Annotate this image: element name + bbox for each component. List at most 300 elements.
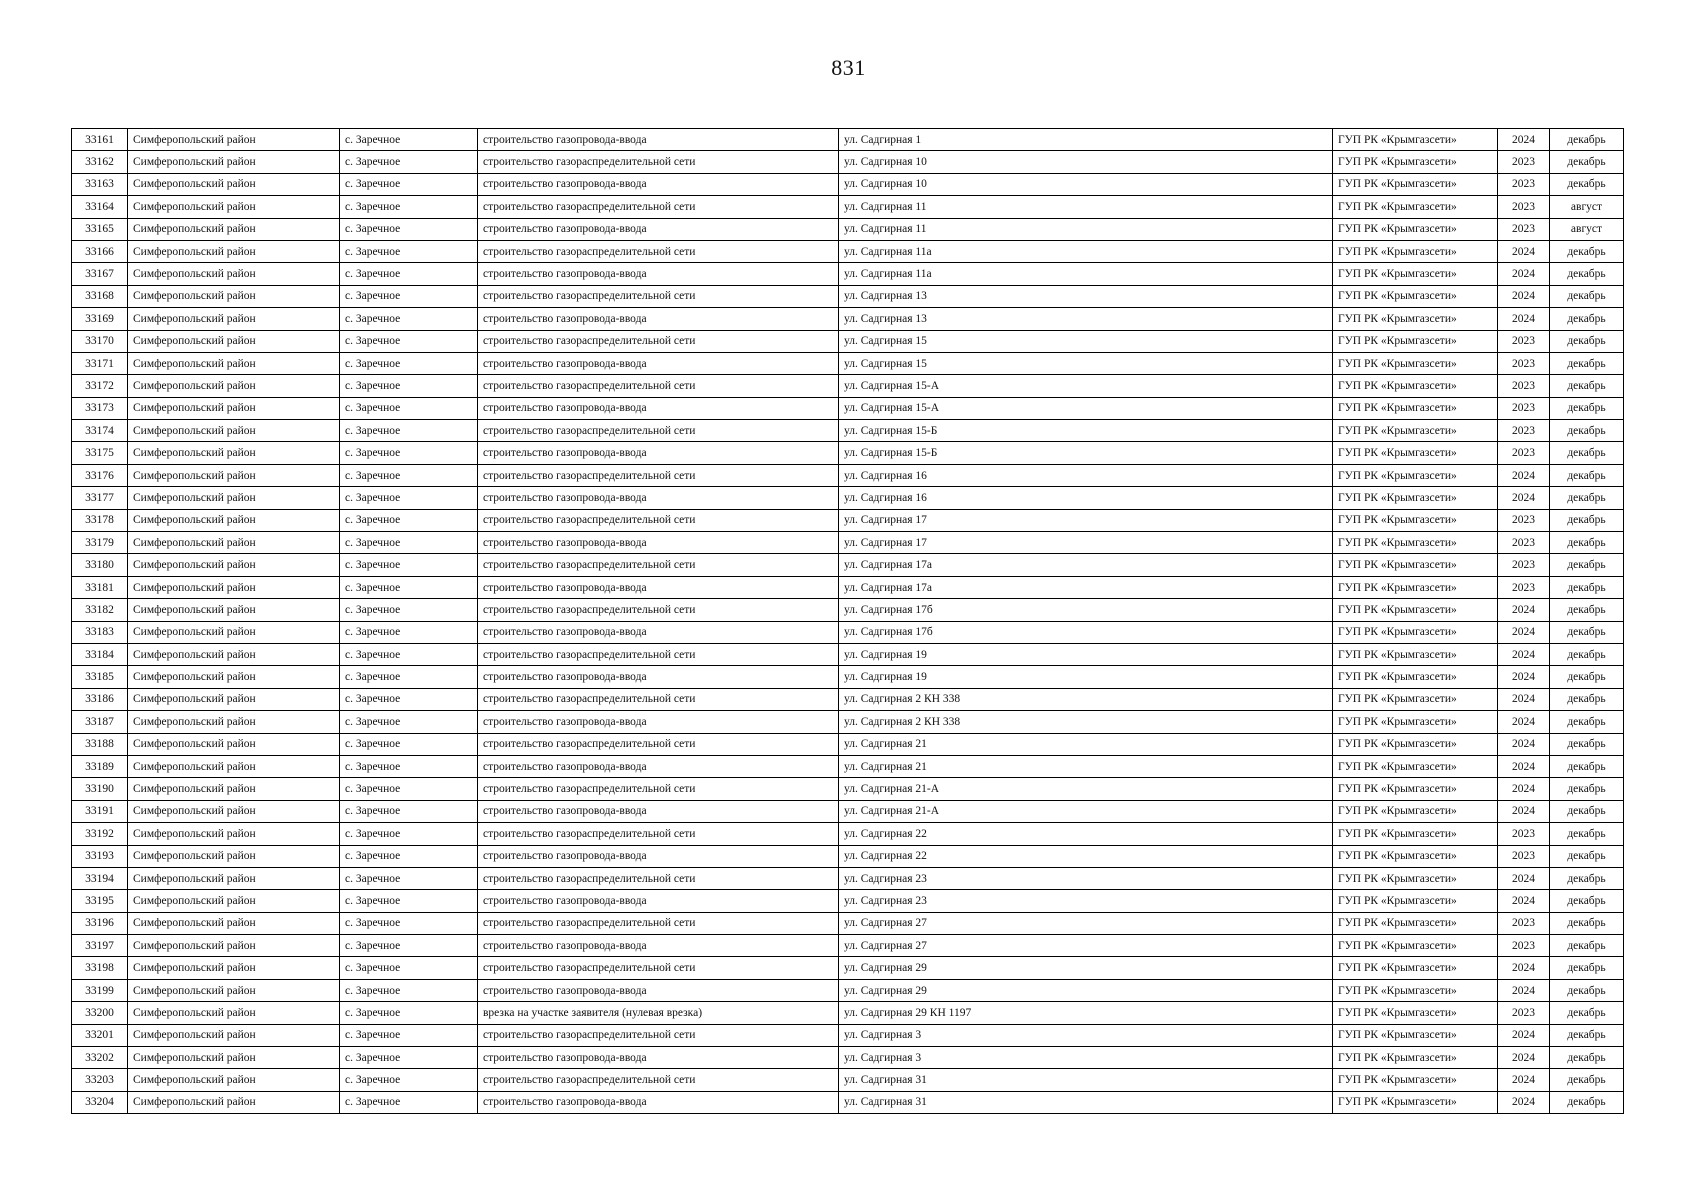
year-cell: 2023 [1498,442,1550,464]
month-cell: декабрь [1550,957,1624,979]
settlement-cell: с. Заречное [340,890,478,912]
table-row [72,1091,1624,1113]
table-row [72,823,1624,845]
row-number-cell: 33170 [72,330,128,352]
month-cell: декабрь [1550,330,1624,352]
district-cell: Симферопольский район [128,554,340,576]
month-cell: декабрь [1550,979,1624,1001]
district-cell: Симферопольский район [128,196,340,218]
work-type-cell: строительство газопровода-ввода [478,442,839,464]
district-cell: Симферопольский район [128,576,340,598]
table-row [72,509,1624,531]
row-number-cell: 33173 [72,397,128,419]
row-number-cell: 33196 [72,912,128,934]
district-cell: Симферопольский район [128,979,340,1001]
settlement-cell: с. Заречное [340,778,478,800]
address-cell: ул. Садгирная 27 [839,935,1333,957]
settlement-cell: с. Заречное [340,1002,478,1024]
address-cell: ул. Садгирная 15-А [839,375,1333,397]
row-number-cell: 33195 [72,890,128,912]
organization-cell: ГУП РК «Крымгазсети» [1333,643,1498,665]
year-cell: 2024 [1498,778,1550,800]
month-cell: декабрь [1550,621,1624,643]
settlement-cell: с. Заречное [340,218,478,240]
work-type-cell: строительство газораспределительной сети [478,688,839,710]
year-cell: 2023 [1498,352,1550,374]
district-cell: Симферопольский район [128,330,340,352]
organization-cell: ГУП РК «Крымгазсети» [1333,173,1498,195]
district-cell: Симферопольский район [128,599,340,621]
organization-cell: ГУП РК «Крымгазсети» [1333,554,1498,576]
settlement-cell: с. Заречное [340,240,478,262]
settlement-cell: с. Заречное [340,196,478,218]
settlement-cell: с. Заречное [340,375,478,397]
gas-connection-table [71,128,1624,1114]
year-cell: 2023 [1498,823,1550,845]
settlement-cell: с. Заречное [340,1069,478,1091]
row-number-cell: 33171 [72,352,128,374]
address-cell: ул. Садгирная 22 [839,845,1333,867]
row-number-cell: 33161 [72,129,128,151]
year-cell: 2023 [1498,1002,1550,1024]
year-cell: 2023 [1498,420,1550,442]
organization-cell: ГУП РК «Крымгазсети» [1333,621,1498,643]
row-number-cell: 33194 [72,867,128,889]
settlement-cell: с. Заречное [340,599,478,621]
table-row [72,1002,1624,1024]
work-type-cell: строительство газораспределительной сети [478,196,839,218]
row-number-cell: 33200 [72,1002,128,1024]
address-cell: ул. Садгирная 15 [839,352,1333,374]
table-row [72,173,1624,195]
settlement-cell: с. Заречное [340,1047,478,1069]
organization-cell: ГУП РК «Крымгазсети» [1333,487,1498,509]
district-cell: Симферопольский район [128,308,340,330]
row-number-cell: 33189 [72,755,128,777]
row-number-cell: 33190 [72,778,128,800]
address-cell: ул. Садгирная 21-А [839,800,1333,822]
row-number-cell: 33192 [72,823,128,845]
organization-cell: ГУП РК «Крымгазсети» [1333,151,1498,173]
settlement-cell: с. Заречное [340,800,478,822]
year-cell: 2024 [1498,733,1550,755]
district-cell: Симферопольский район [128,1069,340,1091]
work-type-cell: строительство газопровода-ввода [478,397,839,419]
address-cell: ул. Садгирная 22 [839,823,1333,845]
district-cell: Симферопольский район [128,532,340,554]
work-type-cell: строительство газопровода-ввода [478,576,839,598]
row-number-cell: 33176 [72,464,128,486]
table-row [72,912,1624,934]
address-cell: ул. Садгирная 21 [839,755,1333,777]
work-type-cell: строительство газораспределительной сети [478,285,839,307]
year-cell: 2024 [1498,240,1550,262]
row-number-cell: 33186 [72,688,128,710]
district-cell: Симферопольский район [128,1091,340,1113]
year-cell: 2023 [1498,532,1550,554]
year-cell: 2024 [1498,263,1550,285]
table-row [72,621,1624,643]
organization-cell: ГУП РК «Крымгазсети» [1333,375,1498,397]
year-cell: 2024 [1498,487,1550,509]
row-number-cell: 33187 [72,711,128,733]
organization-cell: ГУП РК «Крымгазсети» [1333,464,1498,486]
row-number-cell: 33163 [72,173,128,195]
address-cell: ул. Садгирная 15-Б [839,442,1333,464]
year-cell: 2023 [1498,912,1550,934]
year-cell: 2024 [1498,464,1550,486]
organization-cell: ГУП РК «Крымгазсети» [1333,1024,1498,1046]
month-cell: декабрь [1550,375,1624,397]
settlement-cell: с. Заречное [340,442,478,464]
district-cell: Симферопольский район [128,263,340,285]
month-cell: декабрь [1550,867,1624,889]
address-cell: ул. Садгирная 31 [839,1069,1333,1091]
settlement-cell: с. Заречное [340,285,478,307]
address-cell: ул. Садгирная 11 [839,218,1333,240]
district-cell: Симферопольский район [128,397,340,419]
row-number-cell: 33193 [72,845,128,867]
month-cell: декабрь [1550,935,1624,957]
table-row [72,755,1624,777]
month-cell: декабрь [1550,912,1624,934]
settlement-cell: с. Заречное [340,957,478,979]
month-cell: декабрь [1550,711,1624,733]
table-row [72,800,1624,822]
table-row [72,487,1624,509]
address-cell: ул. Садгирная 19 [839,643,1333,665]
work-type-cell: строительство газопровода-ввода [478,487,839,509]
row-number-cell: 33204 [72,1091,128,1113]
year-cell: 2023 [1498,375,1550,397]
month-cell: декабрь [1550,285,1624,307]
year-cell: 2024 [1498,890,1550,912]
row-number-cell: 33177 [72,487,128,509]
row-number-cell: 33164 [72,196,128,218]
table-row [72,240,1624,262]
settlement-cell: с. Заречное [340,151,478,173]
month-cell: декабрь [1550,576,1624,598]
address-cell: ул. Садгирная 29 КН 1197 [839,1002,1333,1024]
table-row [72,420,1624,442]
work-type-cell: строительство газопровода-ввода [478,1091,839,1113]
district-cell: Симферопольский район [128,509,340,531]
district-cell: Симферопольский район [128,151,340,173]
month-cell: декабрь [1550,554,1624,576]
organization-cell: ГУП РК «Крымгазсети» [1333,957,1498,979]
year-cell: 2024 [1498,1091,1550,1113]
row-number-cell: 33191 [72,800,128,822]
settlement-cell: с. Заречное [340,666,478,688]
month-cell: декабрь [1550,420,1624,442]
district-cell: Симферопольский район [128,129,340,151]
year-cell: 2024 [1498,599,1550,621]
page-number: 831 [831,55,866,80]
address-cell: ул. Садгирная 17б [839,599,1333,621]
settlement-cell: с. Заречное [340,935,478,957]
row-number-cell: 33201 [72,1024,128,1046]
organization-cell: ГУП РК «Крымгазсети» [1333,218,1498,240]
organization-cell: ГУП РК «Крымгазсети» [1333,196,1498,218]
address-cell: ул. Садгирная 10 [839,151,1333,173]
table-row [72,442,1624,464]
address-cell: ул. Садгирная 19 [839,666,1333,688]
month-cell: декабрь [1550,666,1624,688]
month-cell: декабрь [1550,599,1624,621]
year-cell: 2023 [1498,173,1550,195]
address-cell: ул. Садгирная 10 [839,173,1333,195]
address-cell: ул. Садгирная 31 [839,1091,1333,1113]
district-cell: Симферопольский район [128,755,340,777]
table-row [72,643,1624,665]
district-cell: Симферопольский район [128,375,340,397]
table-row [72,576,1624,598]
settlement-cell: с. Заречное [340,755,478,777]
work-type-cell: строительство газопровода-ввода [478,890,839,912]
work-type-cell: строительство газораспределительной сети [478,509,839,531]
organization-cell: ГУП РК «Крымгазсети» [1333,733,1498,755]
district-cell: Симферопольский район [128,800,340,822]
district-cell: Симферопольский район [128,643,340,665]
row-number-cell: 33199 [72,979,128,1001]
month-cell: декабрь [1550,464,1624,486]
year-cell: 2023 [1498,151,1550,173]
table-row [72,285,1624,307]
month-cell: декабрь [1550,442,1624,464]
address-cell: ул. Садгирная 15-Б [839,420,1333,442]
district-cell: Симферопольский район [128,1024,340,1046]
district-cell: Симферопольский район [128,890,340,912]
table-row [72,733,1624,755]
work-type-cell: строительство газопровода-ввода [478,218,839,240]
district-cell: Симферопольский район [128,1002,340,1024]
month-cell: декабрь [1550,240,1624,262]
settlement-cell: с. Заречное [340,487,478,509]
work-type-cell: строительство газопровода-ввода [478,352,839,374]
row-number-cell: 33185 [72,666,128,688]
table-row [72,890,1624,912]
work-type-cell: строительство газораспределительной сети [478,151,839,173]
table-row [72,979,1624,1001]
settlement-cell: с. Заречное [340,173,478,195]
organization-cell: ГУП РК «Крымгазсети» [1333,1091,1498,1113]
year-cell: 2024 [1498,957,1550,979]
work-type-cell: строительство газораспределительной сети [478,599,839,621]
address-cell: ул. Садгирная 15 [839,330,1333,352]
table-row [72,218,1624,240]
district-cell: Симферопольский район [128,621,340,643]
organization-cell: ГУП РК «Крымгазсети» [1333,755,1498,777]
address-cell: ул. Садгирная 23 [839,890,1333,912]
district-cell: Симферопольский район [128,240,340,262]
row-number-cell: 33182 [72,599,128,621]
organization-cell: ГУП РК «Крымгазсети» [1333,330,1498,352]
month-cell: декабрь [1550,308,1624,330]
settlement-cell: с. Заречное [340,308,478,330]
district-cell: Симферопольский район [128,420,340,442]
year-cell: 2023 [1498,576,1550,598]
table-row [72,845,1624,867]
year-cell: 2024 [1498,1024,1550,1046]
table-row [72,196,1624,218]
month-cell: декабрь [1550,1047,1624,1069]
settlement-cell: с. Заречное [340,352,478,374]
work-type-cell: строительство газораспределительной сети [478,1069,839,1091]
organization-cell: ГУП РК «Крымгазсети» [1333,867,1498,889]
month-cell: декабрь [1550,1069,1624,1091]
organization-cell: ГУП РК «Крымгазсети» [1333,935,1498,957]
address-cell: ул. Садгирная 11а [839,263,1333,285]
work-type-cell: строительство газораспределительной сети [478,643,839,665]
row-number-cell: 33172 [72,375,128,397]
table-row [72,1024,1624,1046]
year-cell: 2024 [1498,1047,1550,1069]
month-cell: декабрь [1550,151,1624,173]
table-row [72,1069,1624,1091]
organization-cell: ГУП РК «Крымгазсети» [1333,352,1498,374]
month-cell: декабрь [1550,1091,1624,1113]
address-cell: ул. Садгирная 17 [839,532,1333,554]
address-cell: ул. Садгирная 17а [839,554,1333,576]
address-cell: ул. Садгирная 13 [839,285,1333,307]
row-number-cell: 33174 [72,420,128,442]
organization-cell: ГУП РК «Крымгазсети» [1333,263,1498,285]
year-cell: 2023 [1498,509,1550,531]
row-number-cell: 33179 [72,532,128,554]
settlement-cell: с. Заречное [340,867,478,889]
district-cell: Симферопольский район [128,352,340,374]
month-cell: декабрь [1550,800,1624,822]
work-type-cell: строительство газопровода-ввода [478,173,839,195]
organization-cell: ГУП РК «Крымгазсети» [1333,711,1498,733]
address-cell: ул. Садгирная 29 [839,957,1333,979]
settlement-cell: с. Заречное [340,845,478,867]
row-number-cell: 33188 [72,733,128,755]
month-cell: декабрь [1550,823,1624,845]
work-type-cell: строительство газораспределительной сети [478,778,839,800]
table-row [72,778,1624,800]
year-cell: 2024 [1498,800,1550,822]
row-number-cell: 33183 [72,621,128,643]
work-type-cell: строительство газопровода-ввода [478,666,839,688]
organization-cell: ГУП РК «Крымгазсети» [1333,599,1498,621]
organization-cell: ГУП РК «Крымгазсети» [1333,129,1498,151]
work-type-cell: строительство газопровода-ввода [478,1047,839,1069]
table-row [72,397,1624,419]
organization-cell: ГУП РК «Крымгазсети» [1333,912,1498,934]
row-number-cell: 33162 [72,151,128,173]
year-cell: 2024 [1498,688,1550,710]
month-cell: август [1550,218,1624,240]
year-cell: 2023 [1498,196,1550,218]
organization-cell: ГУП РК «Крымгазсети» [1333,1047,1498,1069]
organization-cell: ГУП РК «Крымгазсети» [1333,979,1498,1001]
organization-cell: ГУП РК «Крымгазсети» [1333,576,1498,598]
year-cell: 2023 [1498,554,1550,576]
organization-cell: ГУП РК «Крымгазсети» [1333,1002,1498,1024]
organization-cell: ГУП РК «Крымгазсети» [1333,845,1498,867]
district-cell: Симферопольский район [128,733,340,755]
month-cell: декабрь [1550,890,1624,912]
district-cell: Симферопольский район [128,778,340,800]
table-row [72,352,1624,374]
address-cell: ул. Садгирная 23 [839,867,1333,889]
month-cell: декабрь [1550,1024,1624,1046]
work-type-cell: строительство газопровода-ввода [478,800,839,822]
row-number-cell: 33165 [72,218,128,240]
district-cell: Симферопольский район [128,173,340,195]
year-cell: 2024 [1498,621,1550,643]
settlement-cell: с. Заречное [340,576,478,598]
month-cell: декабрь [1550,778,1624,800]
address-cell: ул. Садгирная 16 [839,487,1333,509]
district-cell: Симферопольский район [128,442,340,464]
address-cell: ул. Садгирная 11 [839,196,1333,218]
year-cell: 2024 [1498,643,1550,665]
address-cell: ул. Садгирная 11а [839,240,1333,262]
year-cell: 2024 [1498,867,1550,889]
settlement-cell: с. Заречное [340,263,478,285]
table-row [72,532,1624,554]
district-cell: Симферопольский район [128,688,340,710]
month-cell: декабрь [1550,643,1624,665]
year-cell: 2024 [1498,979,1550,1001]
district-cell: Симферопольский район [128,487,340,509]
organization-cell: ГУП РК «Крымгазсети» [1333,778,1498,800]
settlement-cell: с. Заречное [340,532,478,554]
work-type-cell: строительство газораспределительной сети [478,733,839,755]
year-cell: 2023 [1498,845,1550,867]
month-cell: декабрь [1550,263,1624,285]
work-type-cell: строительство газораспределительной сети [478,823,839,845]
work-type-cell: строительство газораспределительной сети [478,330,839,352]
address-cell: ул. Садгирная 3 [839,1024,1333,1046]
year-cell: 2024 [1498,285,1550,307]
settlement-cell: с. Заречное [340,979,478,1001]
table-body [72,129,1624,1114]
organization-cell: ГУП РК «Крымгазсети» [1333,240,1498,262]
settlement-cell: с. Заречное [340,621,478,643]
settlement-cell: с. Заречное [340,420,478,442]
district-cell: Симферопольский район [128,218,340,240]
month-cell: декабрь [1550,733,1624,755]
settlement-cell: с. Заречное [340,397,478,419]
settlement-cell: с. Заречное [340,912,478,934]
table-row [72,957,1624,979]
table-row [72,129,1624,151]
work-type-cell: строительство газопровода-ввода [478,263,839,285]
address-cell: ул. Садгирная 3 [839,1047,1333,1069]
district-cell: Симферопольский район [128,285,340,307]
row-number-cell: 33202 [72,1047,128,1069]
address-cell: ул. Садгирная 21-А [839,778,1333,800]
organization-cell: ГУП РК «Крымгазсети» [1333,397,1498,419]
work-type-cell: строительство газопровода-ввода [478,129,839,151]
district-cell: Симферопольский район [128,666,340,688]
district-cell: Симферопольский район [128,711,340,733]
settlement-cell: с. Заречное [340,823,478,845]
row-number-cell: 33197 [72,935,128,957]
table-row [72,711,1624,733]
year-cell: 2024 [1498,711,1550,733]
district-cell: Симферопольский район [128,823,340,845]
organization-cell: ГУП РК «Крымгазсети» [1333,285,1498,307]
district-cell: Симферопольский район [128,1047,340,1069]
work-type-cell: строительство газопровода-ввода [478,935,839,957]
row-number-cell: 33184 [72,643,128,665]
organization-cell: ГУП РК «Крымгазсети» [1333,666,1498,688]
settlement-cell: с. Заречное [340,1024,478,1046]
